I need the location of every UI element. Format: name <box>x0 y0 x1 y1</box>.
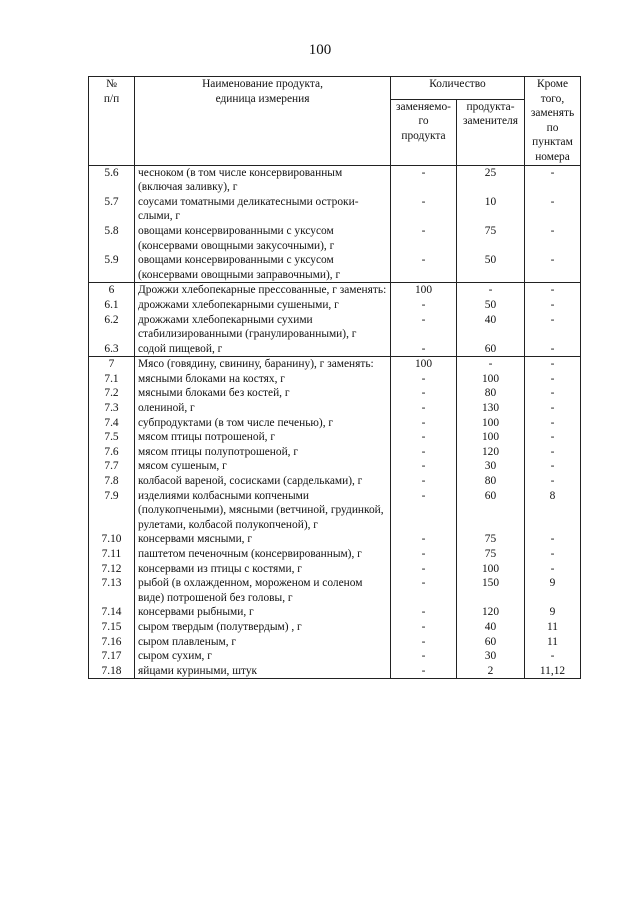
row-product-name: колбасой вареной, сосисками (сардельками), г <box>135 474 391 489</box>
header-substitute-text: продукта- заменителя <box>463 100 518 128</box>
row-number: 7.18 <box>89 664 135 679</box>
row-replaced-qty: - <box>391 532 457 547</box>
row-number: 7.4 <box>89 416 135 431</box>
table-row <box>89 283 581 298</box>
row-number: 7 <box>89 357 135 372</box>
table-row <box>89 416 581 431</box>
row-product-name: чесноком (в том числе консервированным (включая заливку), г <box>135 165 391 195</box>
row-substitute-qty: 50 <box>457 253 525 283</box>
row-substitute-qty: 60 <box>457 635 525 650</box>
row-number: 6.1 <box>89 298 135 313</box>
row-replaced-qty: - <box>391 195 457 224</box>
row-substitute-qty: 75 <box>457 547 525 562</box>
row-number: 5.9 <box>89 253 135 283</box>
row-product-name: сыром плавленым, г <box>135 635 391 650</box>
row-number: 7.17 <box>89 649 135 664</box>
table-row <box>89 547 581 562</box>
table-row <box>89 576 581 605</box>
row-substitute-qty: - <box>457 357 525 372</box>
header-replaced-text: заменяемо- го продукта <box>396 100 451 143</box>
row-number: 6.2 <box>89 313 135 342</box>
row-replaced-qty: - <box>391 430 457 445</box>
row-except-items: 9 <box>525 605 581 620</box>
row-substitute-qty: 150 <box>457 576 525 605</box>
row-number: 7.9 <box>89 489 135 533</box>
header-name-text: Наименование продукта, единица измерения <box>202 78 323 105</box>
row-except-items: - <box>525 459 581 474</box>
row-number: 7.15 <box>89 620 135 635</box>
page-number: 100 <box>308 42 332 58</box>
row-except-items: 11 <box>525 635 581 650</box>
row-substitute-qty: 50 <box>457 298 525 313</box>
row-product-name: сыром твердым (полутвердым) , г <box>135 620 391 635</box>
table-row <box>89 357 581 372</box>
row-replaced-qty: - <box>391 664 457 679</box>
table-row <box>89 253 581 283</box>
row-product-name: сыром сухим, г <box>135 649 391 664</box>
row-substitute-qty: 100 <box>457 562 525 577</box>
row-substitute-qty: 40 <box>457 313 525 342</box>
row-replaced-qty: - <box>391 576 457 605</box>
row-replaced-qty: - <box>391 386 457 401</box>
row-product-name: Мясо (говядину, свинину, баранину), г заменять: <box>135 357 391 372</box>
row-substitute-qty: 60 <box>457 489 525 533</box>
row-except-items: - <box>525 386 581 401</box>
row-substitute-qty: 10 <box>457 195 525 224</box>
row-except-items: 9 <box>525 576 581 605</box>
table-row <box>89 635 581 650</box>
row-replaced-qty: - <box>391 445 457 460</box>
row-replaced-qty: - <box>391 635 457 650</box>
table-row <box>89 532 581 547</box>
row-substitute-qty: 100 <box>457 372 525 387</box>
row-product-name: мясом птицы полупотрошеной, г <box>135 445 391 460</box>
row-number: 7.6 <box>89 445 135 460</box>
table-row <box>89 372 581 387</box>
table-body <box>89 165 581 679</box>
header-num <box>89 77 135 166</box>
row-substitute-qty: 120 <box>457 445 525 460</box>
row-substitute-qty: 80 <box>457 386 525 401</box>
table-row <box>89 401 581 416</box>
row-product-name: субпродуктами (в том числе печенью), г <box>135 416 391 431</box>
row-except-items: - <box>525 445 581 460</box>
row-product-name: овощами консервированными с уксусом (консервами овощными заправочными), г <box>135 253 391 283</box>
row-except-items: - <box>525 253 581 283</box>
row-except-items: - <box>525 342 581 357</box>
row-number: 5.6 <box>89 165 135 195</box>
row-replaced-qty: - <box>391 165 457 195</box>
row-replaced-qty: - <box>391 474 457 489</box>
header-except <box>525 77 581 166</box>
row-number: 7.1 <box>89 372 135 387</box>
row-substitute-qty: 130 <box>457 401 525 416</box>
row-except-items: - <box>525 649 581 664</box>
row-except-items: - <box>525 313 581 342</box>
row-replaced-qty: - <box>391 547 457 562</box>
row-except-items: - <box>525 372 581 387</box>
row-replaced-qty: - <box>391 372 457 387</box>
row-product-name: консервами из птицы с костями, г <box>135 562 391 577</box>
row-number: 6 <box>89 283 135 298</box>
row-replaced-qty: - <box>391 416 457 431</box>
row-product-name: олениной, г <box>135 401 391 416</box>
row-number: 7.2 <box>89 386 135 401</box>
row-except-items: - <box>525 357 581 372</box>
table-row <box>89 649 581 664</box>
row-product-name: паштетом печеночным (консервированным), г <box>135 547 391 562</box>
row-product-name: дрожжами хлебопекарными сушеными, г <box>135 298 391 313</box>
row-product-name: Дрожжи хлебопекарные прессованные, г заменять: <box>135 283 391 298</box>
header-name <box>135 77 391 166</box>
row-replaced-qty: 100 <box>391 283 457 298</box>
row-replaced-qty: - <box>391 253 457 283</box>
row-replaced-qty: - <box>391 298 457 313</box>
row-substitute-qty: 120 <box>457 605 525 620</box>
row-replaced-qty: - <box>391 224 457 253</box>
table-row <box>89 664 581 679</box>
row-replaced-qty: - <box>391 401 457 416</box>
row-product-name: мясными блоками без костей, г <box>135 386 391 401</box>
row-product-name: мясными блоками на костях, г <box>135 372 391 387</box>
row-substitute-qty: 80 <box>457 474 525 489</box>
row-substitute-qty: 30 <box>457 459 525 474</box>
row-replaced-qty: - <box>391 459 457 474</box>
row-substitute-qty: 100 <box>457 430 525 445</box>
row-product-name: соусами томатными деликатесными острокислыми, г <box>135 195 391 224</box>
table-row <box>89 386 581 401</box>
row-replaced-qty: - <box>391 342 457 357</box>
row-except-items: 11 <box>525 620 581 635</box>
row-number: 7.8 <box>89 474 135 489</box>
header-quantity: Количество <box>391 77 525 100</box>
row-product-name: рыбой (в охлажденном, мороженом и соленом виде) потрошеной без головы, г <box>135 576 391 605</box>
row-except-items: - <box>525 416 581 431</box>
row-number: 7.11 <box>89 547 135 562</box>
row-except-items: - <box>525 224 581 253</box>
table-row <box>89 165 581 195</box>
row-product-name: содой пищевой, г <box>135 342 391 357</box>
row-except-items: - <box>525 562 581 577</box>
row-replaced-qty: - <box>391 313 457 342</box>
row-except-items: - <box>525 401 581 416</box>
row-replaced-qty: - <box>391 605 457 620</box>
row-number: 7.14 <box>89 605 135 620</box>
row-substitute-qty: 75 <box>457 224 525 253</box>
row-product-name: консервами мясными, г <box>135 532 391 547</box>
row-substitute-qty: 25 <box>457 165 525 195</box>
row-except-items: - <box>525 283 581 298</box>
row-number: 7.10 <box>89 532 135 547</box>
row-product-name: дрожжами хлебопекарными сухими стабилизированными (гранулированными), г <box>135 313 391 342</box>
row-substitute-qty: 60 <box>457 342 525 357</box>
row-number: 7.5 <box>89 430 135 445</box>
header-num-text: № п/п <box>103 78 120 105</box>
row-replaced-qty: - <box>391 649 457 664</box>
row-substitute-qty: 40 <box>457 620 525 635</box>
row-substitute-qty: 75 <box>457 532 525 547</box>
row-product-name: мясом сушеным, г <box>135 459 391 474</box>
row-product-name: овощами консервированными с уксусом (консервами овощными закусочными), г <box>135 224 391 253</box>
table-row <box>89 342 581 357</box>
header-replaced <box>391 99 457 165</box>
table-row <box>89 298 581 313</box>
row-number: 7.12 <box>89 562 135 577</box>
substitution-table <box>88 76 581 679</box>
row-except-items: - <box>525 547 581 562</box>
table-row <box>89 430 581 445</box>
table-row <box>89 459 581 474</box>
row-number: 7.3 <box>89 401 135 416</box>
header-except-text: Кроме того, заменять по пунктам номера <box>530 78 575 163</box>
row-product-name: консервами рыбными, г <box>135 605 391 620</box>
row-except-items: 8 <box>525 489 581 533</box>
table-row <box>89 489 581 533</box>
row-except-items: - <box>525 165 581 195</box>
row-substitute-qty: 30 <box>457 649 525 664</box>
row-except-items: - <box>525 532 581 547</box>
row-replaced-qty: 100 <box>391 357 457 372</box>
row-number: 7.13 <box>89 576 135 605</box>
table-row <box>89 605 581 620</box>
header-substitute <box>457 99 525 165</box>
row-product-name: мясом птицы потрошеной, г <box>135 430 391 445</box>
table-row <box>89 562 581 577</box>
table-row <box>89 224 581 253</box>
row-product-name: яйцами куриными, штук <box>135 664 391 679</box>
table-row <box>89 445 581 460</box>
row-replaced-qty: - <box>391 489 457 533</box>
row-except-items: - <box>525 430 581 445</box>
row-except-items: - <box>525 298 581 313</box>
row-number: 7.7 <box>89 459 135 474</box>
table-row <box>89 620 581 635</box>
row-except-items: - <box>525 474 581 489</box>
row-substitute-qty: 100 <box>457 416 525 431</box>
row-substitute-qty: 2 <box>457 664 525 679</box>
row-replaced-qty: - <box>391 620 457 635</box>
row-number: 5.8 <box>89 224 135 253</box>
table-row <box>89 474 581 489</box>
row-except-items: 11,12 <box>525 664 581 679</box>
row-except-items: - <box>525 195 581 224</box>
table-row <box>89 195 581 224</box>
row-substitute-qty: - <box>457 283 525 298</box>
row-replaced-qty: - <box>391 562 457 577</box>
row-number: 6.3 <box>89 342 135 357</box>
table-row <box>89 313 581 342</box>
row-number: 5.7 <box>89 195 135 224</box>
row-product-name: изделиями колбасными копчеными (полукопчеными), мясными (ветчиной, грудинкой, рулетами, колбасой полукопченой), г <box>135 489 391 533</box>
row-number: 7.16 <box>89 635 135 650</box>
